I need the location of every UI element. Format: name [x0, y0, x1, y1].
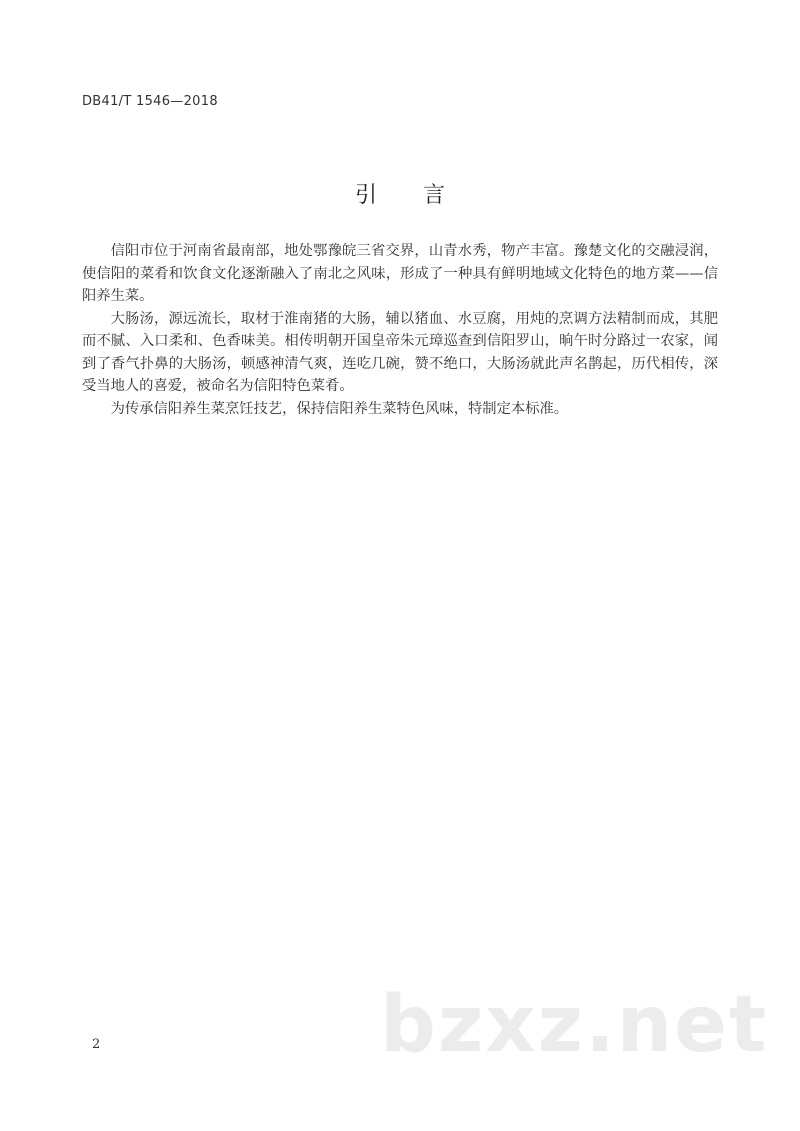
paragraph: 为传承信阳养生菜烹饪技艺，保持信阳养生菜特色风味，特制定本标准。	[110, 400, 569, 417]
title-char-1: 引	[354, 183, 377, 208]
standard-code: DB41/T 1546—2018	[82, 94, 218, 109]
watermark: bzxz.net	[380, 980, 769, 1070]
title-char-2: 言	[423, 183, 446, 208]
page-number: 2	[92, 1037, 101, 1052]
section-title	[0, 178, 800, 209]
paragraph: 信阳市位于河南省最南部，地处鄂豫皖三省交界，山青水秀，物产丰富。豫楚文化的交融浸润，使信阳的菜肴和饮食文化逐渐融入了南北之风味，形成了一种具有鲜明地域文化特色的地方菜——信阳养生菜。	[82, 243, 718, 304]
introduction-body	[82, 240, 718, 420]
paragraph: 大肠汤，源远流长，取材于淮南猪的大肠，辅以猪血、水豆腐，用炖的烹调方法精制而成，其肥而不腻、入口柔和、色香味美。相传明朝开国皇帝朱元璋巡查到信阳罗山，晌午时分路过一农家，闻到了香气扑鼻的大肠汤，顿感神清气爽，连吃几碗，赞不绝口，大肠汤就此声名鹊起，历代相传，深受当地人的喜爱，被命名为信阳特色菜肴。	[82, 310, 718, 394]
